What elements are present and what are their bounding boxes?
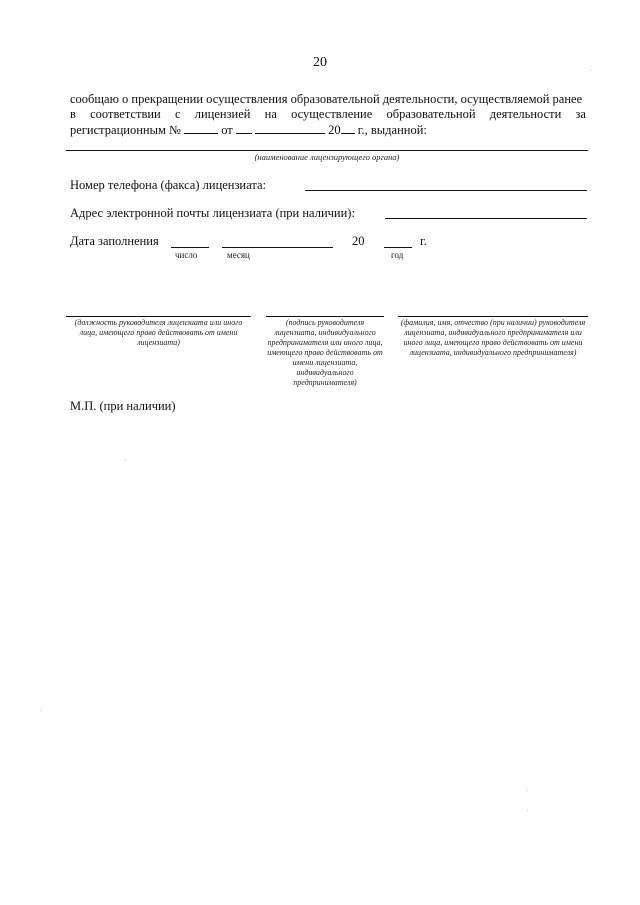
date-month-field[interactable] bbox=[222, 247, 333, 248]
word: за bbox=[575, 107, 586, 121]
name-line[interactable] bbox=[398, 316, 588, 317]
date-year-field[interactable] bbox=[384, 247, 412, 248]
signature-line[interactable] bbox=[266, 316, 384, 317]
month-caption: месяц bbox=[227, 250, 250, 260]
paragraph-line-2 bbox=[70, 107, 586, 122]
year-prefix: 20 bbox=[328, 123, 341, 137]
date-year-prefix: 20 bbox=[352, 234, 365, 248]
scan-speck bbox=[40, 710, 41, 711]
name-caption: (фамилия, имя, отчество (при наличии) руководителя лицензиата, индивидуального предпринимателя или иного лица, имеющего право действовать от имени лицензиата, индивидуального предпринимателя) bbox=[400, 318, 586, 357]
phone-label: Номер телефона (факса) лицензиата: bbox=[70, 178, 266, 192]
word: осуществление bbox=[291, 107, 373, 121]
day-blank[interactable] bbox=[236, 122, 252, 134]
word: лицензией bbox=[194, 107, 251, 121]
stamp-label: М.П. (при наличии) bbox=[70, 399, 176, 413]
word: на bbox=[264, 107, 277, 121]
scan-speck bbox=[527, 790, 528, 791]
word: с bbox=[174, 107, 181, 121]
registration-label: регистрационным № bbox=[70, 123, 181, 137]
email-field[interactable] bbox=[385, 218, 587, 219]
word: образовательной bbox=[386, 107, 476, 121]
word: деятельности bbox=[489, 107, 562, 121]
scan-speck bbox=[590, 70, 591, 71]
licensing-body-caption: (наименование лицензирующего органа) bbox=[254, 152, 400, 162]
date-day-field[interactable] bbox=[171, 247, 209, 248]
from-label: от bbox=[221, 123, 233, 137]
paragraph-line-3 bbox=[70, 122, 586, 138]
word: в bbox=[70, 107, 76, 121]
word: соответствии bbox=[90, 107, 161, 121]
date-year-suffix: г. bbox=[420, 234, 427, 248]
position-caption: (должность руководителя лицензиата или иного лица, имеющего право действовать от имени лицензиата) bbox=[74, 318, 243, 347]
page-number: 20 bbox=[313, 55, 327, 70]
date-label: Дата заполнения bbox=[70, 234, 159, 248]
email-label: Адрес электронной почты лицензиата (при наличии): bbox=[70, 206, 355, 220]
phone-field[interactable] bbox=[305, 190, 587, 191]
licensing-body-line[interactable] bbox=[66, 150, 588, 151]
scan-speck bbox=[125, 460, 126, 461]
issued-label: г., выданной: bbox=[357, 123, 427, 137]
month-blank[interactable] bbox=[255, 122, 325, 134]
paragraph-line-1: сообщаю о прекращении осуществления образовательной деятельности, осуществляемой ранее bbox=[70, 92, 583, 106]
year-blank[interactable] bbox=[341, 122, 355, 134]
year-caption: год bbox=[391, 250, 404, 260]
registration-number-blank[interactable] bbox=[184, 122, 218, 134]
day-caption: число bbox=[175, 250, 198, 260]
signature-caption: (подпись руководителя лицензиата, индивидуального предпринимателя или иного лица, имеющего право действовать от имени лицензиата, индивидуального предпринимателя) bbox=[267, 318, 383, 387]
position-line[interactable] bbox=[66, 316, 251, 317]
scan-speck bbox=[527, 810, 528, 811]
